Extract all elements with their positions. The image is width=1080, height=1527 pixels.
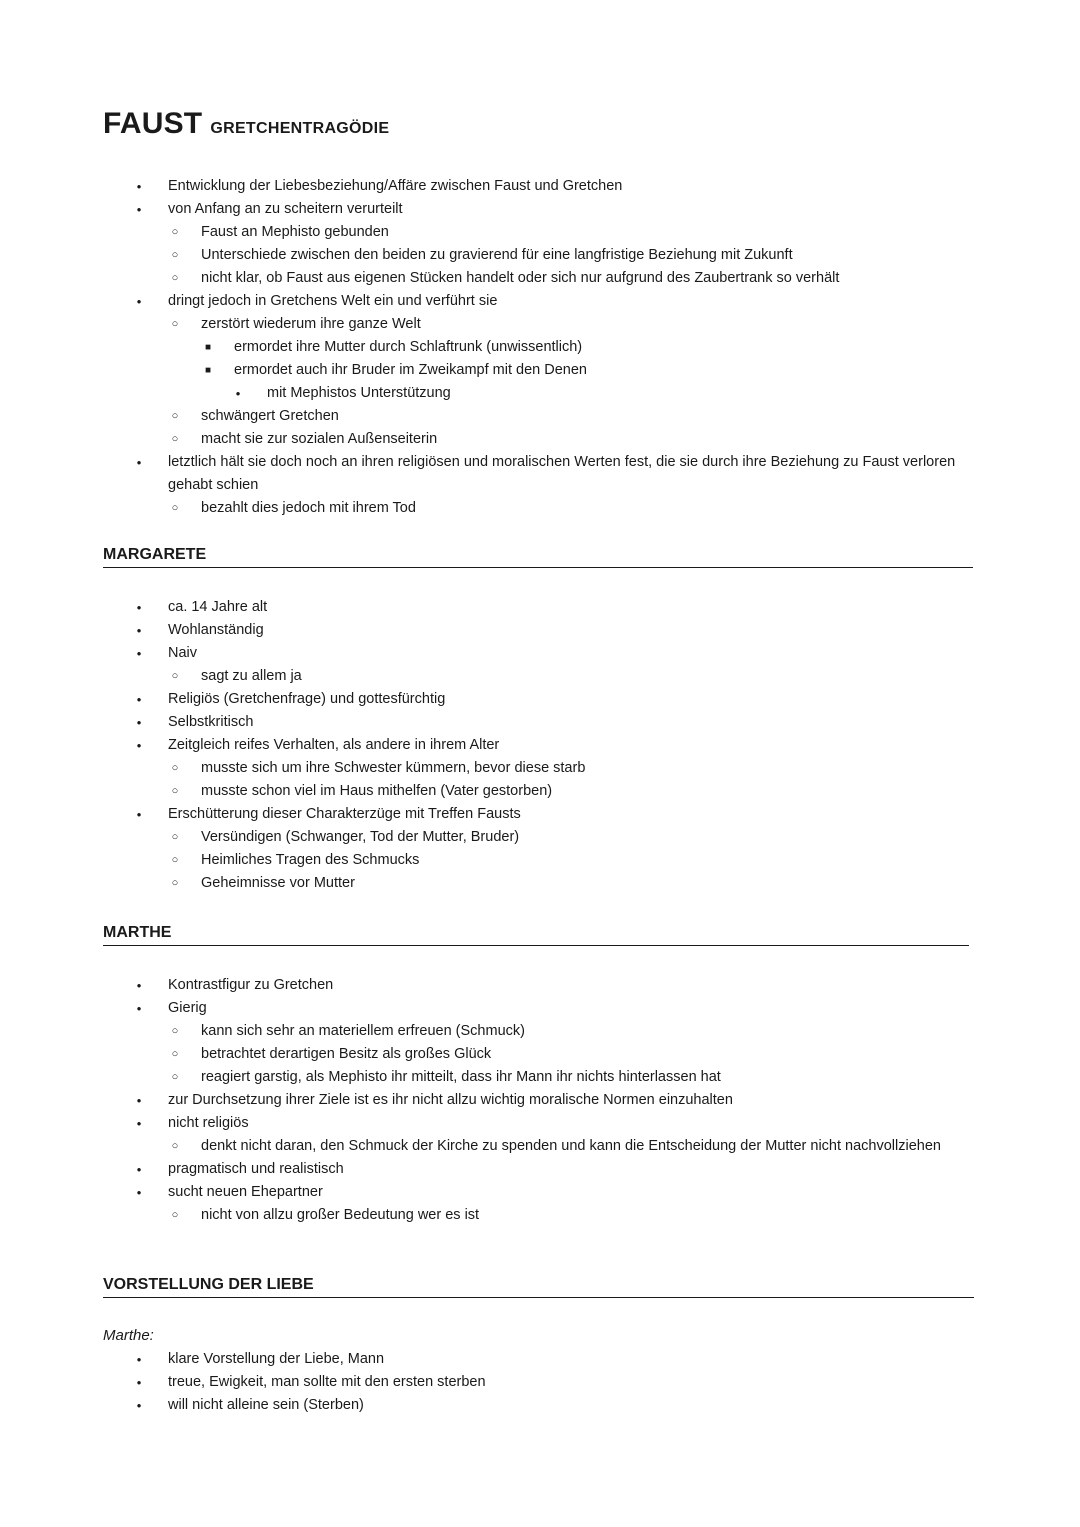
- list-item: [0, 596, 1080, 619]
- list-item-text: nicht klar, ob Faust aus eigenen Stücken handelt oder sich nur aufgrund des Zaubertrank so verhält: [201, 270, 840, 286]
- bullet-icon: •: [136, 692, 142, 707]
- list-item-text: pragmatisch und realistisch: [168, 1161, 344, 1177]
- list-item: [0, 1348, 1080, 1371]
- bullet-icon: •: [136, 179, 142, 194]
- list-item: [0, 803, 1080, 826]
- bullet-icon: ○: [171, 831, 179, 843]
- list-item: [0, 359, 1080, 382]
- list-item-text: denkt nicht daran, den Schmuck der Kirche zu spenden und kann die Entscheidung der Mutter nicht nachvollziehen: [201, 1138, 941, 1154]
- list-item-text: Versündigen (Schwanger, Tod der Mutter, Bruder): [201, 829, 520, 845]
- list-item-text: ca. 14 Jahre alt: [168, 599, 268, 615]
- intro-list: [0, 175, 1080, 520]
- list-item-text: sucht neuen Ehepartner: [168, 1184, 323, 1200]
- bullet-icon: •: [235, 386, 241, 401]
- list-item-text: Religiös (Gretchenfrage) und gottesfürchtig: [168, 691, 446, 707]
- bullet-icon: •: [136, 807, 142, 822]
- title-main: FAUST: [103, 107, 203, 140]
- list-item-text: Erschütterung dieser Charakterzüge mit Treffen Fausts: [168, 806, 521, 822]
- list-item-text: sagt zu allem ja: [201, 668, 302, 684]
- list-item-text: musste schon viel im Haus mithelfen (Vater gestorben): [201, 783, 553, 799]
- bullet-icon: ■: [204, 365, 212, 376]
- bullet-icon: •: [136, 1116, 142, 1131]
- liebe-list: [0, 1348, 1080, 1417]
- list-item-text: Kontrastfigur zu Gretchen: [168, 977, 334, 993]
- list-item: [0, 1043, 1080, 1066]
- bullet-icon: ○: [171, 1048, 179, 1060]
- list-item-text: letztlich hält sie doch noch an ihren religiösen und moralischen Werten fest, die sie durch ihre Beziehung zu Faust verloren gehabt schien: [168, 454, 956, 493]
- list-item: [0, 428, 1080, 451]
- bullet-icon: •: [136, 294, 142, 309]
- list-item-text: nicht religiös: [168, 1115, 249, 1131]
- bullet-icon: ○: [171, 762, 179, 774]
- list-item-text: Zeitgleich reifes Verhalten, als andere in ihrem Alter: [168, 737, 500, 753]
- list-item: [0, 780, 1080, 803]
- bullet-icon: •: [136, 1352, 142, 1367]
- list-item: [0, 1371, 1080, 1394]
- margarete-list: [0, 596, 1080, 895]
- list-item: [0, 619, 1080, 642]
- list-item: [0, 244, 1080, 267]
- list-item: [0, 1020, 1080, 1043]
- list-item: [0, 336, 1080, 359]
- bullet-icon: •: [136, 646, 142, 661]
- bullet-icon: ■: [204, 342, 212, 353]
- list-item-text: musste sich um ihre Schwester kümmern, bevor diese starb: [201, 760, 586, 776]
- list-item: [0, 734, 1080, 757]
- list-item: [0, 221, 1080, 244]
- list-item-text: klare Vorstellung der Liebe, Mann: [168, 1351, 385, 1367]
- sub-label-marthe: Marthe:: [103, 1327, 154, 1344]
- list-item: [0, 1112, 1080, 1135]
- list-item-text: Faust an Mephisto gebunden: [201, 224, 389, 240]
- list-item: [0, 290, 1080, 313]
- list-item-text: Heimliches Tragen des Schmucks: [201, 852, 420, 868]
- list-item: [0, 1158, 1080, 1181]
- bullet-icon: ○: [171, 854, 179, 866]
- list-item-text: Selbstkritisch: [168, 714, 254, 730]
- list-item-text: bezahlt dies jedoch mit ihrem Tod: [201, 500, 416, 516]
- list-item: [0, 974, 1080, 997]
- list-item: [0, 1135, 1080, 1158]
- list-item-text: mit Mephistos Unterstützung: [267, 385, 451, 401]
- bullet-icon: ○: [171, 785, 179, 797]
- list-item: [0, 711, 1080, 734]
- list-item-text: will nicht alleine sein (Sterben): [168, 1397, 364, 1413]
- list-item: [0, 382, 1080, 405]
- bullet-icon: ○: [171, 318, 179, 330]
- list-item-text: ermordet auch ihr Bruder im Zweikampf mit den Denen: [234, 362, 587, 378]
- bullet-icon: •: [136, 623, 142, 638]
- bullet-icon: ○: [171, 1071, 179, 1083]
- list-item-text: Naiv: [168, 645, 198, 661]
- bullet-icon: •: [136, 978, 142, 993]
- bullet-icon: •: [136, 455, 142, 470]
- list-item-text: Entwicklung der Liebesbeziehung/Affäre zwischen Faust und Gretchen: [168, 178, 623, 194]
- list-item: [0, 665, 1080, 688]
- bullet-icon: •: [136, 715, 142, 730]
- list-item: [0, 688, 1080, 711]
- bullet-icon: •: [136, 202, 142, 217]
- list-item-text: Gierig: [168, 1000, 207, 1016]
- list-item: [0, 451, 1080, 497]
- list-item-text: zur Durchsetzung ihrer Ziele ist es ihr nicht allzu wichtig moralische Normen einzuhalten: [168, 1092, 733, 1108]
- list-item-text: nicht von allzu großer Bedeutung wer es ist: [201, 1207, 480, 1223]
- list-item-text: Geheimnisse vor Mutter: [201, 875, 355, 891]
- bullet-icon: •: [136, 738, 142, 753]
- list-item: [0, 497, 1080, 520]
- list-item: [0, 1089, 1080, 1112]
- list-item: [0, 313, 1080, 336]
- bullet-icon: ○: [171, 670, 179, 682]
- bullet-icon: ○: [171, 272, 179, 284]
- bullet-icon: ○: [171, 877, 179, 889]
- bullet-icon: •: [136, 1001, 142, 1016]
- list-item: [0, 198, 1080, 221]
- page-title: [103, 106, 389, 139]
- section-heading-marthe: MARTHE: [103, 923, 969, 946]
- list-item: [0, 1394, 1080, 1417]
- list-item-text: treue, Ewigkeit, man sollte mit den ersten sterben: [168, 1374, 486, 1390]
- title-subtitle: GRETCHENTRAGÖDIE: [210, 120, 390, 137]
- list-item-text: Unterschiede zwischen den beiden zu gravierend für eine langfristige Beziehung mit Zukunft: [201, 247, 793, 263]
- list-item-text: ermordet ihre Mutter durch Schlaftrunk (unwissentlich): [234, 339, 583, 355]
- section-heading-margarete: MARGARETE: [103, 545, 973, 568]
- list-item-text: macht sie zur sozialen Außenseiterin: [201, 431, 438, 447]
- list-item-text: reagiert garstig, als Mephisto ihr mitteilt, dass ihr Mann ihr nichts hinterlassen hat: [201, 1069, 721, 1085]
- bullet-icon: •: [136, 1093, 142, 1108]
- bullet-icon: •: [136, 1375, 142, 1390]
- list-item: [0, 849, 1080, 872]
- list-item: [0, 405, 1080, 428]
- list-item: [0, 1181, 1080, 1204]
- list-item-text: Wohlanständig: [168, 622, 264, 638]
- bullet-icon: ○: [171, 1025, 179, 1037]
- list-item: [0, 1066, 1080, 1089]
- list-item-text: kann sich sehr an materiellem erfreuen (Schmuck): [201, 1023, 525, 1039]
- bullet-icon: ○: [171, 433, 179, 445]
- list-item: [0, 267, 1080, 290]
- bullet-icon: ○: [171, 1140, 179, 1152]
- bullet-icon: ○: [171, 249, 179, 261]
- bullet-icon: ○: [171, 226, 179, 238]
- list-item: [0, 997, 1080, 1020]
- list-item: [0, 1204, 1080, 1227]
- bullet-icon: •: [136, 600, 142, 615]
- bullet-icon: •: [136, 1398, 142, 1413]
- list-item-text: von Anfang an zu scheitern verurteilt: [168, 201, 403, 217]
- list-item-text: betrachtet derartigen Besitz als großes Glück: [201, 1046, 492, 1062]
- list-item-text: schwängert Gretchen: [201, 408, 339, 424]
- bullet-icon: •: [136, 1185, 142, 1200]
- list-item-text: zerstört wiederum ihre ganze Welt: [201, 316, 421, 332]
- bullet-icon: •: [136, 1162, 142, 1177]
- bullet-icon: ○: [171, 410, 179, 422]
- list-item: [0, 872, 1080, 895]
- list-item: [0, 826, 1080, 849]
- list-item: [0, 642, 1080, 665]
- list-item: [0, 757, 1080, 780]
- bullet-icon: ○: [171, 1209, 179, 1221]
- list-item-text: dringt jedoch in Gretchens Welt ein und verführt sie: [168, 293, 498, 309]
- list-item: [0, 175, 1080, 198]
- section-heading-vorstellung-der-liebe: VORSTELLUNG DER LIEBE: [103, 1275, 974, 1298]
- marthe-list: [0, 974, 1080, 1227]
- bullet-icon: ○: [171, 502, 179, 514]
